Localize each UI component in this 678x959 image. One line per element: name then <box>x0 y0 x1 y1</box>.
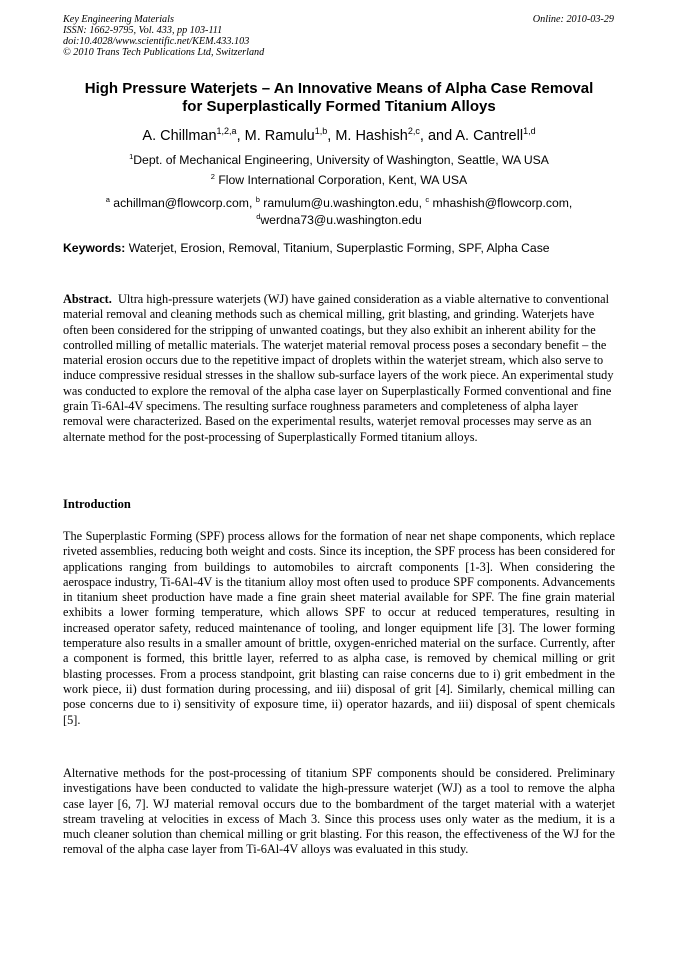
affiliation-sup: 2 <box>210 172 215 181</box>
keywords-text: Waterjet, Erosion, Removal, Titanium, Superplastic Forming, SPF, Alpha Case <box>128 241 550 255</box>
email-list <box>30 193 648 227</box>
author-sup: 1,d <box>523 126 536 136</box>
email-link[interactable]: mhashish@flowcorp.com, <box>432 196 573 211</box>
author-sup: 2,c <box>407 126 420 136</box>
author-name: M. Ramulu <box>244 127 315 144</box>
author-name: M. Hashish <box>335 127 408 144</box>
email-link[interactable]: achillman@flowcorp.com, <box>113 196 253 211</box>
author-list: A. Chillman$^{1,2,a}$, M. Ramulu$^{1,b}$, M. Hashish$^{2,c}$, and A. Cantrell$^{1,d}$ <box>142 126 536 144</box>
title-line-1: High Pressure Waterjets – An Innovative Means of Alpha Case Removal <box>84 80 594 97</box>
issn-line: ISSN: 1662-9795, Vol. 433, pp 103-111 <box>63 25 223 36</box>
journal-header <box>63 14 264 58</box>
affiliation-2 <box>20 170 658 187</box>
author-sup: 1,b <box>314 126 328 136</box>
paper-title <box>30 80 648 116</box>
title-line-2: for Superplastically Formed Titanium Alloys <box>182 98 496 115</box>
affiliation-text: Flow International Corporation, Kent, WA USA <box>218 173 468 188</box>
email-link[interactable]: ramulum@u.washington.edu, <box>263 196 423 211</box>
author-name: A. Chillman <box>142 127 217 144</box>
author-name: A. Cantrell <box>455 127 524 144</box>
affiliation-1 <box>20 150 658 167</box>
abstract-text: Ultra high-pressure waterjets (WJ) have gained consideration as a viable alternative to conventional material removal and cleaning methods such as chemical milling, grit blasting, and grinding. Waterjets have often been considered for the stripping of unwanted coatings, but they also exhibit an inherent ability for the controlled milling of metallic materials. The waterjet material removal process poses a secondary benefit – the material erosion occurs due to the repetitive impact of droplets within the waterjet stream, which also serve to induce compressive residual stresses in the shallow sub-surface layers of the work piece. An experimental study was conducted to explore the removal of the alpha case layer on Superplastically Formed conventional and fine grain Ti-6Al-4V specimens. The resulting surface roughness parameters and completeness of alpha layer removal were characterized. Based on the experimental results, waterjet removal processes may serve as an alternate method for the post-processing of Superplastically Formed titanium alloys. <box>63 292 614 444</box>
abstract <box>63 292 615 445</box>
abstract-label: Abstract. <box>63 292 112 306</box>
affiliation-text: Dept. of Mechanical Engineering, University of Washington, Seattle, WA USA <box>133 153 549 168</box>
paragraph: Alternative methods for the post-processing of titanium SPF components should be considered. Preliminary investigations have been conducted to validate the high-pressure waterjet (WJ) as a tool to remove the alpha case layer [6, 7]. WJ material removal occurs due to the bombardment of the target material with a waterjet stream traveling at velocities in excess of Mach 3. Since this process uses only water as the medium, it is a much cleaner solution than chemical milling or grit blasting. For this reason, the effectiveness of the WJ for the removal of the alpha case layer from Ti-6Al-4V alloys was evaluated in this study. <box>63 766 615 857</box>
email-sup: a <box>105 195 110 204</box>
email-sup: b <box>255 195 260 204</box>
copyright-line: © 2010 Trans Tech Publications Ltd, Switzerland <box>63 47 265 58</box>
keywords-label: Keywords: <box>63 241 126 255</box>
keywords-line <box>63 241 615 255</box>
journal-name: Key Engineering Materials <box>63 14 174 25</box>
online-date: Online: 2010-03-29 <box>532 14 614 25</box>
section-heading: Introduction <box>63 497 131 511</box>
doi-line: doi:10.4028/www.scientific.net/KEM.433.103 <box>63 36 250 47</box>
email-sup: d <box>256 212 261 222</box>
email-sup: c <box>425 195 430 204</box>
paragraph: The Superplastic Forming (SPF) process allows for the formation of near net shape components, which replace riveted assemblies, reducing both weight and costs. Since its inception, the SPF process has been considered for applications ranging from buildings to automobiles to aircraft components [1-3]. When considering the aerospace industry, Ti-6Al-4V is the titanium alloy most often used to produce SPF components. Advancements in titanium sheet production have made a fine grain sheet material available for SPF. The fine grain material exhibits a lower forming temperature, which allows SPF to occur at reduced temperatures, resulting in increased operator safety, reduced maintenance of tooling, and longer equipment life [3]. The lower forming temperature also results in a smaller amount of brittle, oxygen-enriched material on the surface. Currently, after a component is formed, this brittle layer, referred to as alpha case, is removed by chemical milling or grit blasting processes. From a process standpoint, grit blasting can raise concerns due to i) grit embedment in the work piece, ii) dust formation during processing, and iii) disposal of grit [4]. Similarly, chemical milling can pose concerns due to i) sensitivity of exposure time, ii) operator hazards, and iii) disposal of spent chemicals [5]. <box>63 529 615 727</box>
email-link[interactable]: werdna73@u.washington.edu <box>260 213 422 228</box>
affiliation-sup: 1 <box>129 152 134 161</box>
author-connector: and <box>427 127 453 144</box>
author-sup: 1,2,a <box>216 126 237 136</box>
